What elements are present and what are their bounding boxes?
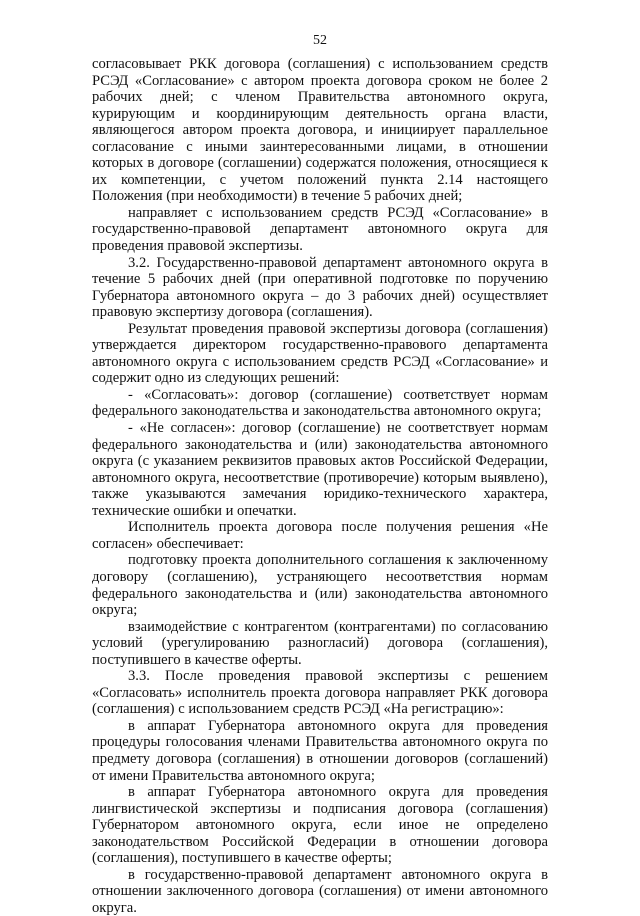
paragraph: согласовывает РКК договора (соглашения) с использованием средств РСЭД «Согласование» с автором проекта договора сроком не более 2 рабочих дней; с членом Правительства автономного округа, курирующим и координирующим деятельность органа власти, являющегося автором проекта договора, и инициирует параллельное согласование с иными заинтересованными лицами, в отношении которых в договоре (соглашении) содержатся положения, относящиеся к их компетенции, с учетом положений пункта 2.14 настоящего Положения (при необходимости) в течение 5 рабочих дней; xyxy=(92,56,548,205)
paragraph: 3.2. Государственно-правовой департамент автономного округа в течение 5 рабочих дней (при оперативной подготовке по поручению Губернатора автономного округа – до 3 рабочих дней) осуществляет правовую экспертизу договора (соглашения). xyxy=(92,254,548,321)
paragraph: направляет с использованием средств РСЭД «Согласование» в государственно-правовой департамент автономного округа для проведения правовой экспертизы. xyxy=(92,204,548,255)
paragraph: 3.3. После проведения правовой экспертизы с решением «Согласовать» исполнитель проекта договора направляет РКК договора (соглашения) с использованием средств РСЭД «На регистрацию»: xyxy=(92,668,548,718)
document-body xyxy=(92,56,548,916)
paragraph: Результат проведения правовой экспертизы договора (соглашения) утверждается директором государственно-правового департамента автономного округа с использованием средств РСЭД «Согласование» и содержит одно из следующих решений: xyxy=(92,320,548,387)
paragraph: - «Согласовать»: договор (соглашение) соответствует нормам федерального законодательства и законодательства автономного округа; xyxy=(92,386,548,420)
paragraph: Исполнитель проекта договора после получения решения «Не согласен» обеспечивает: xyxy=(92,519,548,552)
paragraph: в аппарат Губернатора автономного округа для проведения процедуры голосования членами Правительства автономного округа по предмету договора (соглашения) в отношении договоров (соглашений) от имени Правительства автономного округа; xyxy=(92,717,548,784)
page-number: 52 xyxy=(313,33,327,48)
paragraph: в аппарат Губернатора автономного округа для проведения лингвистической экспертизы и подписания договора (соглашения) Губернатором автономного округа, если иное не определено законодательством Российской Федерации в отношении договора (соглашения), поступившего в качестве оферты; xyxy=(92,784,548,867)
paragraph: подготовку проекта дополнительного соглашения к заключенному договору (соглашению), устраняющего несоответствия нормам федерального законодательства и (или) законодательства автономного округа; xyxy=(92,552,548,619)
paragraph: взаимодействие с контрагентом (контрагентами) по согласованию условий (урегулированию разногласий) договора (соглашения), поступившего в качестве оферты. xyxy=(92,618,548,668)
paragraph: в государственно-правовой департамент автономного округа в отношении заключенного договора (соглашения) от имени автономного округа. xyxy=(92,866,548,916)
paragraph: - «Не согласен»: договор (соглашение) не соответствует нормам федерального законодательства и (или) законодательства автономного округа (с указанием реквизитов правовых актов Российской Федерации, автономного округа, несоответствие (противоречие) которым выявлено), также указываются замечания юридико-технического характера, технические ошибки и опечатки. xyxy=(92,420,548,519)
